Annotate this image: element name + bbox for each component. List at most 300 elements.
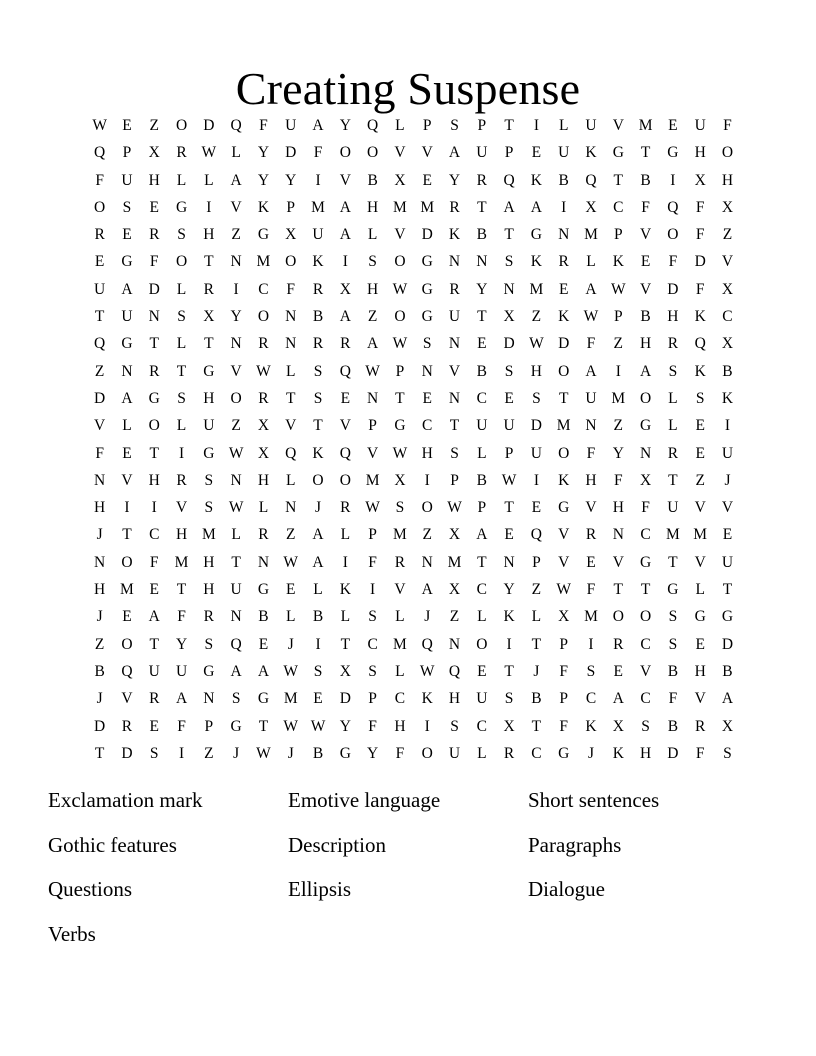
- grid-letter: C: [476, 717, 487, 735]
- grid-letter: D: [148, 280, 160, 298]
- grid-letter: S: [450, 117, 459, 134]
- grid-letter: K: [585, 144, 597, 162]
- grid-letter: C: [640, 526, 651, 544]
- grid-letter: G: [394, 417, 406, 435]
- grid-letter: R: [340, 335, 351, 353]
- grid-letter: U: [476, 417, 488, 435]
- grid-letter: U: [476, 690, 488, 708]
- grid-letter: Z: [722, 226, 733, 244]
- grid-letter: C: [258, 280, 269, 298]
- grid-letter: A: [421, 581, 433, 599]
- grid-letter: O: [558, 362, 570, 380]
- grid-letter: U: [175, 662, 188, 680]
- grid-letter: Y: [175, 635, 188, 653]
- grid-letter: H: [721, 171, 734, 189]
- grid-letter: B: [312, 608, 324, 626]
- grid-letter: G: [339, 744, 351, 762]
- grid-letter: O: [367, 144, 379, 162]
- grid-letter: C: [367, 635, 378, 653]
- grid-letter: V: [339, 417, 351, 435]
- grid-letter: K: [694, 308, 706, 326]
- grid-letter: S: [313, 389, 323, 407]
- grid-letter: J: [533, 662, 540, 680]
- grid-row: [86, 412, 730, 439]
- grid-letter: H: [367, 280, 379, 298]
- grid-letter: C: [613, 198, 624, 216]
- grid-letter: T: [204, 253, 214, 271]
- grid-letter: N: [148, 308, 160, 326]
- grid-letter: L: [285, 362, 296, 380]
- grid-letter: L: [313, 581, 323, 599]
- grid-letter: O: [257, 308, 270, 326]
- grid-letter: X: [285, 226, 297, 244]
- grid-letter: D: [721, 635, 734, 653]
- grid-row: [86, 631, 734, 658]
- grid-letter: I: [615, 362, 621, 380]
- grid-letter: S: [149, 744, 159, 762]
- grid-letter: I: [533, 117, 539, 134]
- grid-letter: D: [203, 117, 215, 134]
- grid-letter: A: [121, 280, 133, 298]
- grid-letter: V: [285, 417, 297, 435]
- grid-letter: F: [95, 444, 104, 462]
- grid-letter: R: [176, 144, 187, 162]
- grid-letter: P: [477, 499, 487, 517]
- grid-letter: Q: [694, 335, 706, 353]
- grid-letter: S: [177, 389, 186, 407]
- grid-letter: C: [476, 581, 487, 599]
- grid-letter: U: [203, 417, 215, 435]
- grid-letter: A: [585, 362, 597, 380]
- grid-letter: S: [668, 635, 678, 653]
- grid-letter: P: [532, 553, 541, 571]
- grid-letter: K: [530, 253, 542, 271]
- grid-letter: Q: [448, 662, 461, 680]
- grid-letter: T: [313, 417, 323, 435]
- grid-letter: V: [367, 444, 379, 462]
- word-list-item: Dialogue: [528, 877, 605, 901]
- grid-letter: P: [450, 471, 459, 489]
- grid-letter: T: [504, 499, 514, 517]
- grid-letter: V: [121, 471, 133, 489]
- grid-letter: Z: [94, 635, 105, 653]
- grid-letter: O: [667, 226, 679, 244]
- grid-letter: I: [533, 471, 539, 489]
- grid-letter: R: [312, 335, 324, 353]
- grid-letter: X: [639, 471, 652, 489]
- grid-letter: N: [121, 362, 133, 380]
- grid-letter: S: [368, 253, 377, 271]
- grid-letter: M: [311, 198, 325, 216]
- grid-letter: T: [231, 553, 241, 571]
- grid-letter: K: [558, 308, 570, 326]
- grid-letter: V: [585, 499, 597, 517]
- word-list-item: Exclamation mark: [48, 788, 203, 812]
- grid-letter: E: [531, 144, 542, 162]
- grid-letter: K: [558, 471, 570, 489]
- grid-letter: Z: [149, 117, 159, 134]
- grid-letter: D: [421, 226, 433, 244]
- grid-letter: I: [151, 499, 157, 517]
- grid-letter: M: [283, 690, 298, 708]
- grid-letter: S: [695, 389, 705, 407]
- grid-letter: F: [368, 553, 377, 571]
- grid-letter: T: [258, 717, 269, 735]
- grid-letter: E: [558, 280, 569, 298]
- word-list-item: Emotive language: [288, 788, 441, 812]
- grid-letter: Y: [257, 171, 270, 189]
- grid-letter: U: [312, 226, 324, 244]
- grid-letter: S: [177, 308, 186, 326]
- grid-letter: A: [230, 171, 242, 189]
- grid-letter: G: [530, 226, 542, 244]
- grid-letter: W: [283, 553, 299, 571]
- grid-letter: H: [421, 444, 433, 462]
- grid-letter: B: [476, 362, 487, 380]
- grid-letter: Q: [339, 444, 351, 462]
- grid-letter: H: [639, 335, 652, 353]
- grid-letter: M: [584, 226, 598, 244]
- grid-letter: K: [721, 389, 734, 407]
- grid-letter: I: [588, 635, 594, 653]
- grid-letter: F: [368, 717, 377, 735]
- grid-letter: Y: [257, 144, 270, 162]
- grid-letter: B: [367, 171, 378, 189]
- grid-letter: Y: [339, 717, 351, 735]
- grid-letter: S: [368, 608, 377, 626]
- grid-letter: Y: [230, 308, 242, 326]
- grid-letter: O: [339, 471, 351, 489]
- grid-letter: R: [312, 280, 324, 298]
- grid-letter: N: [639, 444, 652, 462]
- grid-letter: B: [476, 471, 487, 489]
- grid-letter: J: [96, 526, 103, 544]
- grid-letter: U: [94, 280, 106, 298]
- grid-letter: H: [639, 744, 652, 762]
- grid-letter: F: [695, 198, 705, 216]
- grid-letter: E: [531, 499, 542, 517]
- grid-letter: L: [531, 608, 542, 626]
- grid-letter: R: [449, 280, 460, 298]
- grid-letter: O: [285, 253, 297, 271]
- grid-letter: D: [503, 335, 515, 353]
- grid-letter: L: [668, 417, 678, 435]
- grid-letter: L: [176, 171, 187, 189]
- grid-letter: E: [122, 117, 132, 134]
- grid-letter: A: [585, 280, 597, 298]
- grid-letter: X: [257, 417, 270, 435]
- word-list-item: Questions: [48, 877, 132, 901]
- grid-letter: R: [203, 608, 214, 626]
- grid-letter: M: [393, 198, 407, 216]
- grid-letter: S: [204, 471, 214, 489]
- grid-letter: O: [639, 608, 652, 626]
- grid-letter: N: [230, 253, 242, 271]
- grid-letter: A: [612, 690, 624, 708]
- grid-letter: V: [448, 362, 461, 380]
- grid-letter: N: [285, 499, 297, 517]
- grid-letter: C: [640, 635, 651, 653]
- grid-letter: O: [421, 744, 433, 762]
- grid-letter: A: [312, 553, 324, 571]
- grid-letter: E: [340, 389, 351, 407]
- grid-letter: T: [504, 662, 514, 680]
- grid-letter: L: [395, 117, 405, 134]
- grid-letter: X: [203, 308, 215, 326]
- grid-letter: U: [503, 417, 515, 435]
- grid-letter: G: [639, 417, 652, 435]
- word-list-item: Gothic features: [48, 832, 177, 857]
- grid-letter: C: [722, 308, 733, 326]
- grid-letter: B: [476, 226, 487, 244]
- grid-letter: Q: [585, 171, 597, 189]
- grid-letter: L: [367, 226, 378, 244]
- grid-letter: V: [612, 553, 624, 571]
- grid-letter: E: [149, 581, 159, 599]
- grid-letter: T: [531, 635, 542, 653]
- grid-letter: M: [256, 253, 271, 271]
- grid-letter: L: [340, 608, 351, 626]
- grid-letter: D: [94, 717, 106, 735]
- grid-row: [86, 440, 734, 467]
- grid-letter: S: [450, 444, 459, 462]
- grid-letter: X: [448, 526, 461, 544]
- grid-letter: E: [149, 198, 159, 216]
- grid-letter: W: [310, 717, 326, 735]
- grid-row: [86, 167, 734, 194]
- grid-letter: P: [504, 144, 514, 162]
- grid-letter: K: [612, 253, 624, 271]
- grid-letter: W: [583, 308, 599, 326]
- grid-letter: U: [476, 144, 488, 162]
- grid-row: [86, 521, 733, 548]
- grid-letter: A: [339, 198, 351, 216]
- grid-letter: Y: [367, 744, 379, 762]
- grid-letter: X: [694, 171, 706, 189]
- grid-letter: H: [94, 581, 106, 599]
- grid-letter: F: [586, 335, 596, 353]
- grid-letter: G: [257, 690, 270, 708]
- grid-letter: R: [585, 526, 597, 544]
- grid-row: [86, 603, 734, 630]
- grid-letter: X: [503, 308, 515, 326]
- grid-letter: L: [176, 335, 187, 353]
- grid-letter: O: [476, 635, 488, 653]
- word-search-grid: [86, 112, 734, 767]
- grid-letter: N: [230, 608, 242, 626]
- grid-letter: I: [178, 744, 185, 762]
- grid-letter: L: [558, 117, 569, 134]
- grid-letter: T: [477, 198, 487, 216]
- grid-letter: H: [394, 717, 406, 735]
- grid-letter: T: [149, 335, 159, 353]
- grid-letter: D: [667, 744, 679, 762]
- grid-letter: B: [667, 662, 679, 680]
- grid-letter: E: [695, 417, 705, 435]
- grid-letter: O: [148, 417, 160, 435]
- grid-letter: A: [476, 526, 488, 544]
- grid-letter: M: [365, 471, 380, 489]
- grid-letter: E: [122, 444, 132, 462]
- grid-letter: F: [149, 553, 159, 571]
- grid-letter: R: [503, 744, 515, 762]
- word-list-item: Verbs: [48, 921, 96, 946]
- grid-letter: O: [312, 471, 324, 489]
- grid-letter: G: [203, 444, 215, 462]
- word-list-item: Ellipsis: [288, 877, 352, 901]
- grid-letter: V: [721, 253, 734, 271]
- grid-letter: N: [421, 553, 433, 571]
- grid-letter: T: [477, 553, 487, 571]
- grid-letter: M: [556, 417, 571, 435]
- grid-letter: C: [585, 690, 597, 708]
- grid-letter: F: [695, 226, 705, 244]
- grid-letter: O: [558, 444, 570, 462]
- grid-letter: W: [392, 280, 408, 298]
- grid-letter: R: [394, 553, 406, 571]
- grid-letter: W: [501, 471, 517, 489]
- grid-letter: Z: [531, 308, 542, 326]
- grid-letter: R: [695, 717, 706, 735]
- grid-letter: J: [287, 635, 294, 653]
- grid-letter: E: [586, 553, 596, 571]
- grid-letter: M: [638, 117, 653, 134]
- grid-letter: O: [230, 389, 242, 407]
- grid-letter: W: [392, 335, 408, 353]
- grid-letter: P: [613, 308, 623, 326]
- grid-letter: E: [258, 635, 269, 653]
- grid-letter: G: [203, 362, 215, 380]
- grid-letter: O: [639, 389, 652, 407]
- grid-letter: U: [121, 171, 133, 189]
- grid-letter: H: [203, 389, 215, 407]
- grid-letter: S: [177, 226, 186, 244]
- grid-letter: S: [641, 717, 650, 735]
- grid-letter: W: [228, 499, 244, 517]
- grid-letter: R: [449, 198, 460, 216]
- grid-letter: H: [530, 362, 542, 380]
- grid-letter: U: [558, 144, 570, 162]
- grid-letter: H: [148, 171, 160, 189]
- grid-letter: K: [448, 226, 461, 244]
- grid-letter: G: [257, 581, 270, 599]
- grid-letter: F: [586, 581, 596, 599]
- grid-letter: A: [230, 662, 242, 680]
- grid-letter: F: [668, 253, 678, 271]
- grid-letter: G: [612, 144, 624, 162]
- grid-letter: S: [504, 253, 514, 271]
- word-list-row: [48, 823, 768, 868]
- grid-letter: H: [448, 690, 461, 708]
- grid-letter: B: [312, 308, 324, 326]
- grid-letter: E: [722, 526, 733, 544]
- grid-letter: W: [256, 362, 271, 380]
- grid-letter: N: [503, 280, 515, 298]
- grid-letter: O: [339, 144, 351, 162]
- grid-letter: H: [585, 471, 597, 489]
- grid-row: [86, 385, 734, 412]
- grid-letter: E: [422, 171, 432, 189]
- grid-letter: V: [721, 499, 734, 517]
- grid-letter: N: [285, 308, 297, 326]
- grid-letter: A: [257, 662, 270, 680]
- grid-letter: A: [312, 526, 324, 544]
- grid-letter: F: [695, 744, 705, 762]
- grid-letter: M: [420, 198, 435, 216]
- grid-letter: V: [558, 553, 570, 571]
- grid-letter: Z: [531, 581, 542, 599]
- grid-row: [86, 494, 734, 521]
- grid-letter: Z: [231, 417, 241, 435]
- grid-letter: U: [530, 444, 542, 462]
- grid-letter: T: [531, 717, 542, 735]
- grid-letter: Q: [421, 635, 433, 653]
- grid-letter: G: [203, 662, 215, 680]
- grid-letter: R: [149, 690, 160, 708]
- grid-letter: V: [94, 417, 106, 435]
- grid-letter: A: [339, 226, 351, 244]
- grid-letter: E: [122, 226, 132, 244]
- grid-letter: N: [612, 526, 624, 544]
- grid-letter: X: [721, 198, 734, 216]
- grid-letter: V: [230, 198, 242, 216]
- grid-letter: Q: [285, 444, 297, 462]
- grid-letter: F: [177, 717, 186, 735]
- grid-letter: N: [367, 389, 379, 407]
- grid-letter: O: [175, 253, 188, 271]
- grid-letter: V: [339, 171, 351, 189]
- grid-letter: E: [313, 690, 323, 708]
- grid-letter: X: [339, 662, 351, 680]
- grid-row: [86, 303, 733, 330]
- grid-letter: K: [612, 744, 624, 762]
- grid-letter: I: [506, 635, 512, 653]
- grid-row: [86, 549, 734, 576]
- grid-letter: S: [122, 198, 132, 216]
- grid-letter: P: [422, 117, 432, 134]
- grid-letter: A: [148, 608, 160, 626]
- grid-letter: P: [559, 635, 568, 653]
- grid-letter: A: [367, 335, 379, 353]
- grid-row: [86, 740, 730, 767]
- grid-letter: H: [203, 226, 215, 244]
- grid-letter: X: [448, 581, 461, 599]
- grid-letter: X: [503, 717, 515, 735]
- grid-letter: T: [149, 635, 159, 653]
- grid-letter: T: [149, 444, 159, 462]
- grid-letter: G: [721, 608, 734, 626]
- grid-letter: P: [613, 226, 623, 244]
- grid-letter: F: [177, 608, 186, 626]
- grid-letter: C: [394, 690, 406, 708]
- grid-letter: T: [504, 226, 514, 244]
- grid-letter: B: [558, 171, 569, 189]
- grid-letter: F: [586, 444, 596, 462]
- grid-letter: F: [613, 471, 623, 489]
- grid-letter: W: [283, 662, 299, 680]
- grid-letter: E: [504, 389, 514, 407]
- grid-letter: J: [424, 608, 431, 626]
- grid-letter: H: [694, 662, 706, 680]
- grid-letter: R: [203, 280, 214, 298]
- grid-letter: S: [504, 690, 514, 708]
- grid-letter: U: [285, 117, 297, 134]
- grid-letter: O: [721, 144, 734, 162]
- grid-letter: D: [694, 253, 706, 271]
- grid-letter: W: [610, 280, 626, 298]
- grid-letter: M: [393, 526, 407, 544]
- grid-letter: B: [531, 690, 542, 708]
